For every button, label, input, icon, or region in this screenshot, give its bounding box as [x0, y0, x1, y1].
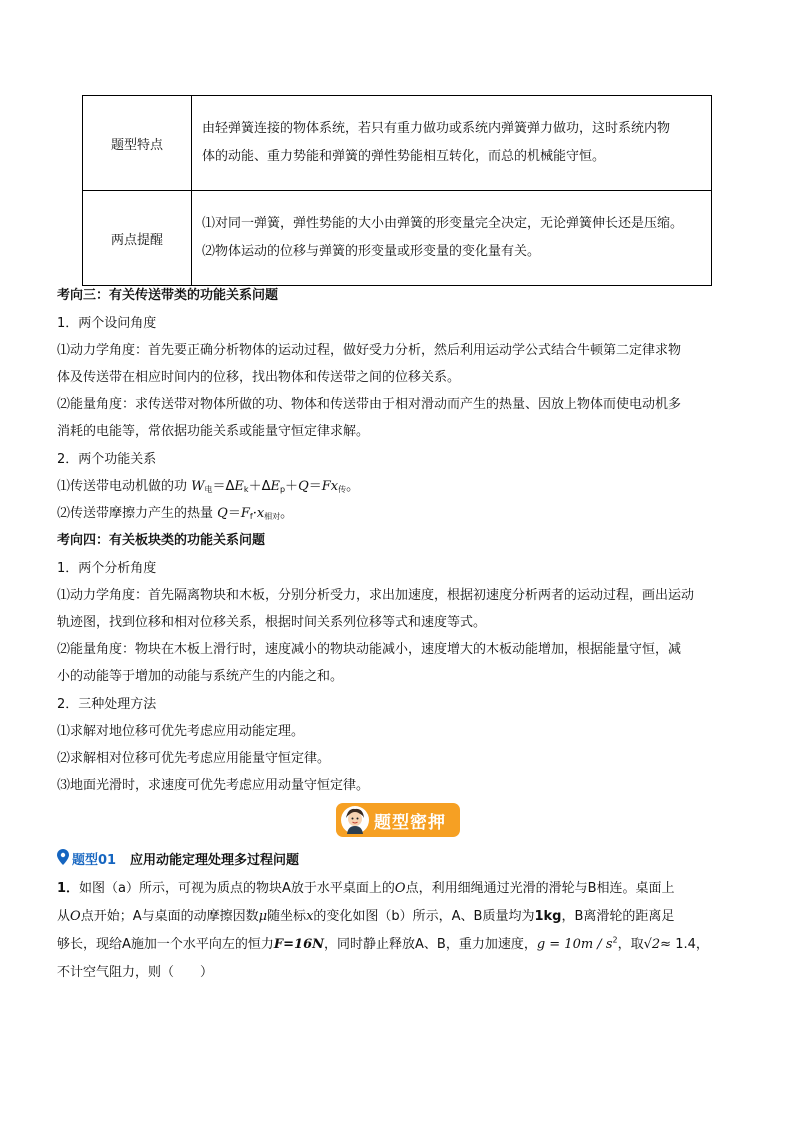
question-type-label: 题型01	[72, 853, 117, 868]
formula-subscript: 传	[338, 485, 347, 494]
paragraph-line: 消耗的电能等，常依据功能关系或能量守恒定律求解。	[57, 424, 370, 439]
table-label-cell: 题型特点	[83, 96, 192, 191]
numbered-item: 1．两个设问角度	[57, 316, 157, 331]
formula-text: ⑴传送带电动机做的功	[57, 479, 192, 494]
question-formula: g = 10m / s	[536, 937, 613, 952]
question-symbol: μ	[258, 909, 268, 924]
table-text-line: ⑵物体运动的位移与弹簧的形变量或形变量的变化量有关。	[202, 244, 541, 259]
formula-text: ⑵传送带摩擦力产生的热量	[57, 506, 218, 521]
question-value: 1kg	[534, 909, 562, 924]
question-text: 如图（a）所示，可视为质点的物块A放于水平桌面上的	[79, 881, 395, 896]
question-value: F=16N	[273, 937, 325, 952]
paragraph-line: ⑴动力学角度：首先隔离物块和木板，分别分析受力，求出加速度，根据初速度分析两者的运动过程，画出运动	[57, 588, 695, 603]
question-text: 从	[57, 909, 71, 924]
question-text: ，取	[617, 937, 644, 952]
formula-symbol: Q	[298, 479, 309, 494]
question-text: 的变化如图（b）所示，A、B质量均为	[313, 909, 535, 924]
paragraph-line: 轨迹图，找到位移和相对位移关系，根据时间关系列位移等式和速度等式。	[57, 615, 487, 630]
paragraph-line: 体及传送带在相应时间内的位移，找出物体和传送带之间的位移关系。	[57, 370, 461, 385]
question-superscript: 2	[612, 935, 618, 945]
table-text-line: ⑴对同一弹簧，弹性势能的大小由弹簧的形变量完全决定，无论弹簧伸长还是压缩。	[202, 216, 684, 231]
question-text: 点，利用细绳通过光滑的滑轮与B相连。桌面上	[405, 881, 675, 896]
table-content-cell	[192, 191, 712, 286]
formula-symbol: Fx	[321, 479, 339, 494]
paragraph-line: ⑵能量角度：物块在木板上滑行时，速度减小的物块动能减小，速度增大的木板动能增加，根据能量守恒，减	[57, 642, 682, 657]
paragraph-line: ⑵能量角度：求传送带对物体所做的功、物体和传送带由于相对滑动而产生的热量、因放上物体而使电动机多	[57, 397, 682, 412]
formula-text: ＋	[285, 479, 299, 494]
formula-symbol: E	[270, 479, 280, 494]
question-text: ≈ 1.4，	[660, 937, 709, 952]
formula-text: ＝	[308, 479, 322, 494]
formula-line	[57, 502, 293, 522]
section-heading: 考向三：有关传送带类的功能关系问题	[57, 288, 279, 303]
numbered-item: 1．两个分析角度	[57, 561, 157, 576]
question-text: ，同时静止释放A、B，重力加速度，	[324, 937, 537, 952]
table-content-cell	[192, 96, 712, 191]
table-text-line: 由轻弹簧连接的物体系统，若只有重力做功或系统内弹簧弹力做功，这时系统内物	[202, 121, 671, 136]
formula-subscript: 相对	[264, 512, 281, 521]
summary-table	[82, 95, 712, 286]
formula-text: ＋Δ	[248, 479, 271, 494]
formula-subscript: k	[243, 485, 249, 494]
question-symbol: O	[394, 881, 406, 896]
question-symbol: O	[70, 909, 81, 924]
question-text: 够长，现给A施加一个水平向左的恒力	[57, 937, 274, 952]
section-badge	[336, 803, 460, 837]
numbered-item: 2．两个功能关系	[57, 452, 157, 467]
question-line	[57, 905, 737, 924]
formula-symbol: ·x	[252, 506, 265, 521]
formula-text: 。	[346, 479, 360, 494]
table-row	[83, 191, 712, 286]
formula-text: ＝	[227, 506, 241, 521]
question-text: 随坐标	[267, 909, 307, 924]
paragraph-line: ⑴动力学角度：首先要正确分析物体的运动过程，做好受力分析，然后利用运动学公式结合牛顿第二定律求物	[57, 343, 682, 358]
formula-subscript: f	[249, 512, 253, 521]
formula-text: 。	[280, 506, 294, 521]
formula-subscript: 电	[204, 485, 213, 494]
teacher-avatar-icon	[340, 805, 370, 835]
table-text-line: 体的动能、重力势能和弹簧的弹性势能相互转化，而总的机械能守恒。	[202, 149, 606, 164]
formula-line	[57, 475, 359, 495]
location-pin-icon	[57, 849, 69, 865]
question-symbol: x	[306, 909, 314, 924]
table-row	[83, 96, 712, 191]
formula-text: ＝Δ	[212, 479, 235, 494]
formula-symbol: Q	[217, 506, 228, 521]
question-line: 不计空气阻力，则（ ）	[57, 965, 214, 980]
numbered-item: 2．三种处理方法	[57, 697, 157, 712]
method-line: ⑶地面光滑时，求速度可优先考虑应用动量守恒定律。	[57, 778, 370, 793]
table-label-cell: 两点提醒	[83, 191, 192, 286]
question-number: 1．	[57, 881, 80, 896]
question-text: ，B离滑轮的距离足	[561, 909, 675, 924]
formula-symbol: E	[234, 479, 244, 494]
formula-subscript: p	[279, 485, 286, 494]
section-heading: 考向四：有关板块类的功能关系问题	[57, 533, 266, 548]
formula-symbol: W	[191, 479, 205, 494]
question-type-title: 应用动能定理处理多过程问题	[130, 853, 300, 868]
question-text: 点开始；A与桌面的动摩擦因数	[80, 909, 259, 924]
method-line: ⑵求解相对位移可优先考虑应用能量守恒定律。	[57, 751, 331, 766]
badge-label: 题型密押	[374, 813, 446, 833]
method-line: ⑴求解对地位移可优先考虑应用动能定理。	[57, 724, 305, 739]
formula-symbol: F	[240, 506, 250, 521]
question-line	[57, 877, 737, 896]
question-formula: √2	[643, 937, 661, 952]
question-line	[57, 933, 737, 952]
paragraph-line: 小的动能等于增加的动能与系统产生的内能之和。	[57, 669, 344, 684]
